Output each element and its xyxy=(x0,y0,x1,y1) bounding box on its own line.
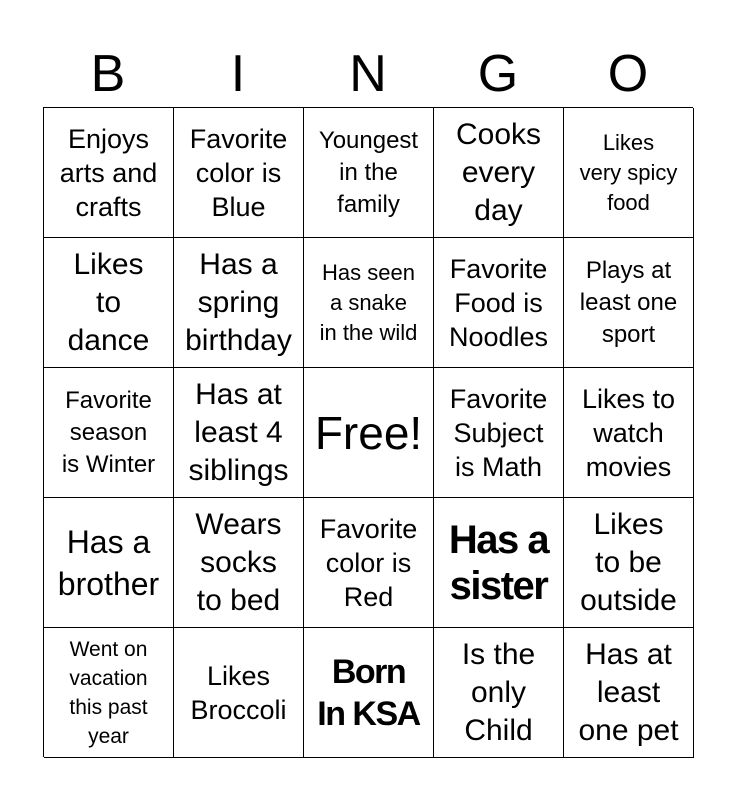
header-letter-g: G xyxy=(477,45,519,103)
bingo-cell-r2-c5[interactable] xyxy=(564,238,694,368)
cell-text: Likes to watch movies xyxy=(581,383,676,482)
cell-text: Has at least one pet xyxy=(578,637,679,747)
bingo-cell-r1-c1[interactable] xyxy=(44,108,174,238)
bingo-cell-r4-c4[interactable] xyxy=(434,498,564,628)
bingo-cell-r3-c5[interactable] xyxy=(564,368,694,498)
cell-text: Went on vacation this past year xyxy=(69,637,148,748)
cell-text: Favorite color is Blue xyxy=(189,123,288,222)
bingo-cell-r4-c5[interactable] xyxy=(564,498,694,628)
bingo-cell-r3-c1[interactable] xyxy=(44,368,174,498)
header-letter-b: B xyxy=(90,45,126,103)
header-letter-o: O xyxy=(607,45,649,103)
bingo-cell-r5-c2[interactable] xyxy=(174,628,304,758)
cell-text: Favorite season is Winter xyxy=(61,386,156,478)
cell-text: Has a brother xyxy=(57,523,160,602)
bingo-cell-r5-c3[interactable] xyxy=(304,628,434,758)
cell-text: Has at least 4 siblings xyxy=(188,377,289,487)
bingo-cell-r4-c2[interactable] xyxy=(174,498,304,628)
bingo-cell-r4-c3[interactable] xyxy=(304,498,434,628)
cell-text: Plays at least one sport xyxy=(579,256,678,348)
bingo-header xyxy=(43,40,693,108)
cell-text: Likes very spicy food xyxy=(579,129,678,215)
cell-text: Favorite Subject is Math xyxy=(449,383,548,482)
cell-text: Likes to be outside xyxy=(580,507,677,617)
bingo-card-grid xyxy=(43,107,693,757)
header-letter-n: N xyxy=(349,45,387,103)
cell-text: Has a sister xyxy=(448,517,549,608)
free-space-cell[interactable] xyxy=(304,368,434,498)
free-space-text: Free! xyxy=(314,406,423,459)
bingo-cell-r4-c1[interactable] xyxy=(44,498,174,628)
cell-text: Likes Broccoli xyxy=(190,660,287,725)
cell-text: Youngest in the family xyxy=(318,126,419,218)
cell-text: Enjoys arts and crafts xyxy=(59,123,158,222)
bingo-cell-r5-c5[interactable] xyxy=(564,628,694,758)
bingo-cell-r2-c2[interactable] xyxy=(174,238,304,368)
cell-text: Born In KSA xyxy=(317,652,420,733)
bingo-cell-r2-c3[interactable] xyxy=(304,238,434,368)
bingo-cell-r1-c4[interactable] xyxy=(434,108,564,238)
bingo-cell-r2-c4[interactable] xyxy=(434,238,564,368)
cell-text: Has a spring birthday xyxy=(185,247,292,357)
cell-text: Cooks every day xyxy=(455,117,542,227)
bingo-cell-r5-c4[interactable] xyxy=(434,628,564,758)
cell-text: Is the only Child xyxy=(461,637,536,747)
bingo-cell-r3-c2[interactable] xyxy=(174,368,304,498)
header-letter-i: I xyxy=(230,45,246,103)
cell-text: Has seen a snake in the wild xyxy=(319,259,418,345)
bingo-cell-r1-c3[interactable] xyxy=(304,108,434,238)
cell-text: Likes to dance xyxy=(67,247,150,357)
bingo-cell-r1-c5[interactable] xyxy=(564,108,694,238)
bingo-cell-r3-c4[interactable] xyxy=(434,368,564,498)
bingo-cell-r5-c1[interactable] xyxy=(44,628,174,758)
bingo-cell-r1-c2[interactable] xyxy=(174,108,304,238)
cell-text: Wears socks to bed xyxy=(195,507,282,617)
cell-text: Favorite Food is Noodles xyxy=(448,253,549,352)
cell-text: Favorite color is Red xyxy=(319,513,418,612)
bingo-cell-r2-c1[interactable] xyxy=(44,238,174,368)
